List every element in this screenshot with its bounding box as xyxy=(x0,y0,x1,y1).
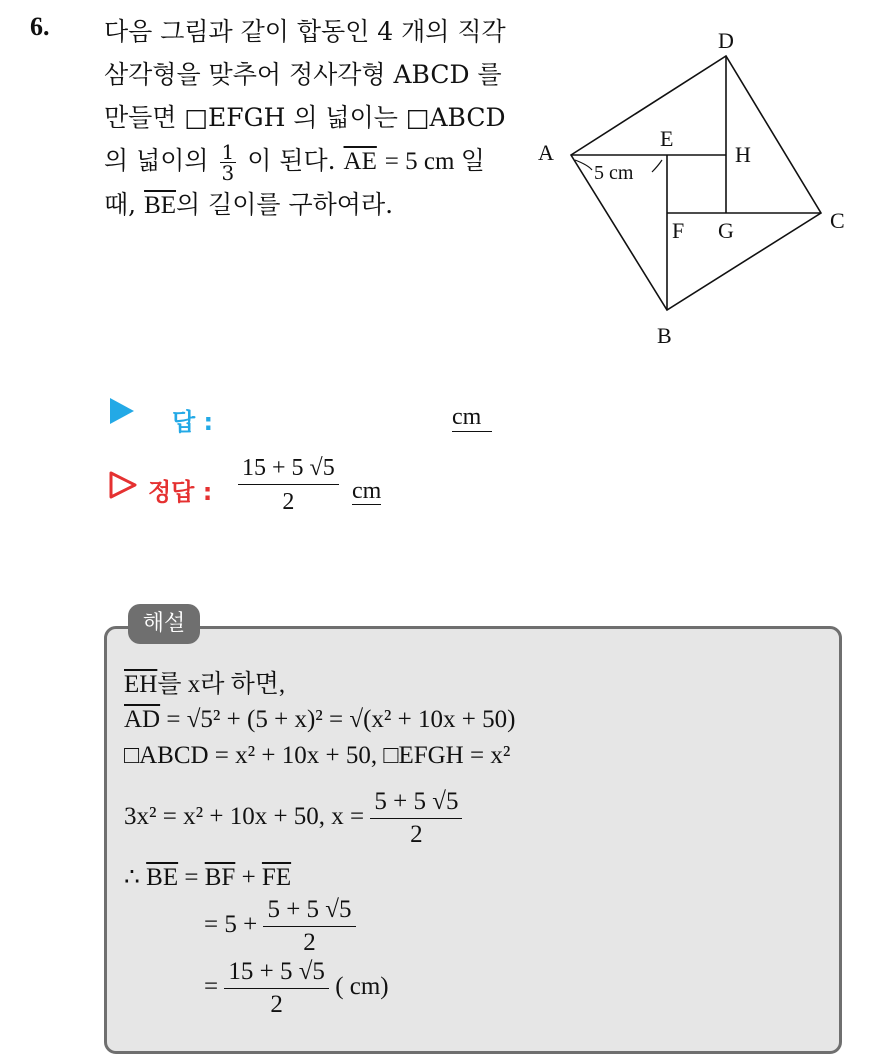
sol-line2-rest: = √5² + (5 + x)² = √(x² + 10x + 50) xyxy=(160,706,516,733)
sol-segment-eh: $\overline{EH}$ xyxy=(124,671,158,698)
solution-line-1 xyxy=(124,664,285,700)
question-text xyxy=(104,10,514,227)
sol-line4-den: 2 xyxy=(410,821,423,848)
fraction-numerator: 1 xyxy=(221,140,235,164)
answer-label: 답 : xyxy=(172,408,214,436)
sol-line6-num: 5 + 5 √5 xyxy=(263,896,355,927)
answer-marker xyxy=(110,398,134,434)
sol-segment-bf: $\overline{BF}$ xyxy=(204,864,236,891)
label-f: F xyxy=(672,218,685,243)
question-number: 6. xyxy=(30,12,50,41)
correct-unit: cm xyxy=(352,478,382,504)
measure-arc-right xyxy=(652,160,662,172)
sol-segment-ad: $\overline{AD}$ xyxy=(124,706,161,733)
one-third-fraction xyxy=(220,142,237,183)
question-line-4 xyxy=(104,139,514,183)
q-line4-a: 의 넓이의 xyxy=(104,146,209,175)
sol-eq: = xyxy=(184,864,199,891)
label-c: C xyxy=(830,208,845,233)
label-5cm: 5 cm xyxy=(594,162,634,184)
label-h: H xyxy=(735,142,751,167)
label-e: E xyxy=(660,126,674,151)
correct-triangle-icon xyxy=(108,470,138,500)
correct-fraction xyxy=(238,455,339,516)
question-line-1: 다음 그림과 같이 합동인 4 개의 직각 xyxy=(104,17,506,46)
fraction-denominator: 3 xyxy=(221,161,235,185)
label-d: D xyxy=(718,28,734,53)
sol-line1-rest: 를 x라 하면, xyxy=(157,671,286,698)
sol-line7-fraction xyxy=(224,958,329,1019)
answer-underline xyxy=(452,431,492,432)
label-a: A xyxy=(538,140,554,165)
q-line4-c: = 5 cm 일 xyxy=(384,148,485,175)
solution-line-6 xyxy=(204,896,356,957)
correct-denominator: 2 xyxy=(282,489,295,515)
sol-line6-left: = 5 + xyxy=(204,911,258,939)
sol-line6-den: 2 xyxy=(303,929,316,956)
label-g: G xyxy=(718,218,734,243)
sol-segment-be: $\overline{BE}$ xyxy=(146,864,179,891)
question-line-5 xyxy=(104,183,514,227)
sol-line7-num: 15 + 5 √5 xyxy=(224,958,329,989)
q-line5-a: 때, xyxy=(104,190,137,219)
q-line5-b: 의 길이를 구하여라. xyxy=(176,190,394,219)
solution-line-5 xyxy=(124,862,291,892)
answer-unit: cm xyxy=(452,404,482,430)
sol-line4-num: 5 + 5 √5 xyxy=(370,788,462,819)
sol-plus: + xyxy=(241,864,256,891)
solution-tag: 해설 xyxy=(128,604,200,644)
answer-triangle-icon xyxy=(110,398,134,424)
sol-line4-left: 3x² = x² + 10x + 50, x = xyxy=(124,803,365,831)
sol-line7-left: = xyxy=(204,973,219,1001)
sol-line7-den: 2 xyxy=(270,991,283,1018)
solution-line-4 xyxy=(124,788,462,849)
q-line4-b: 이 된다. xyxy=(247,146,336,175)
segment-be: $\overline{BE}$ xyxy=(144,192,177,219)
correct-label: 정답 : xyxy=(148,478,213,506)
question-line-2: 삼각형을 맞추어 정사각형 ABCD 를 xyxy=(104,60,502,89)
correct-numerator: 15 + 5 √5 xyxy=(238,455,339,485)
solution-line-2 xyxy=(124,706,515,734)
solution-line-7 xyxy=(204,958,389,1019)
segment-ae: $\overline{AE}$ xyxy=(343,148,377,175)
sol-line7-unit: ( cm) xyxy=(335,973,389,1001)
sol-line6-fraction xyxy=(263,896,355,957)
solution-line-3: □ABCD = x² + 10x + 50, □EFGH = x² xyxy=(124,742,511,769)
sol-line4-fraction xyxy=(370,788,462,849)
sol-segment-fe: $\overline{FE}$ xyxy=(261,864,292,891)
square-figure xyxy=(530,20,870,360)
therefore-symbol: ∴ xyxy=(124,864,140,891)
question-line-3: 만들면 □EFGH 의 넓이는 □ABCD xyxy=(104,103,506,132)
label-b: B xyxy=(657,323,672,348)
